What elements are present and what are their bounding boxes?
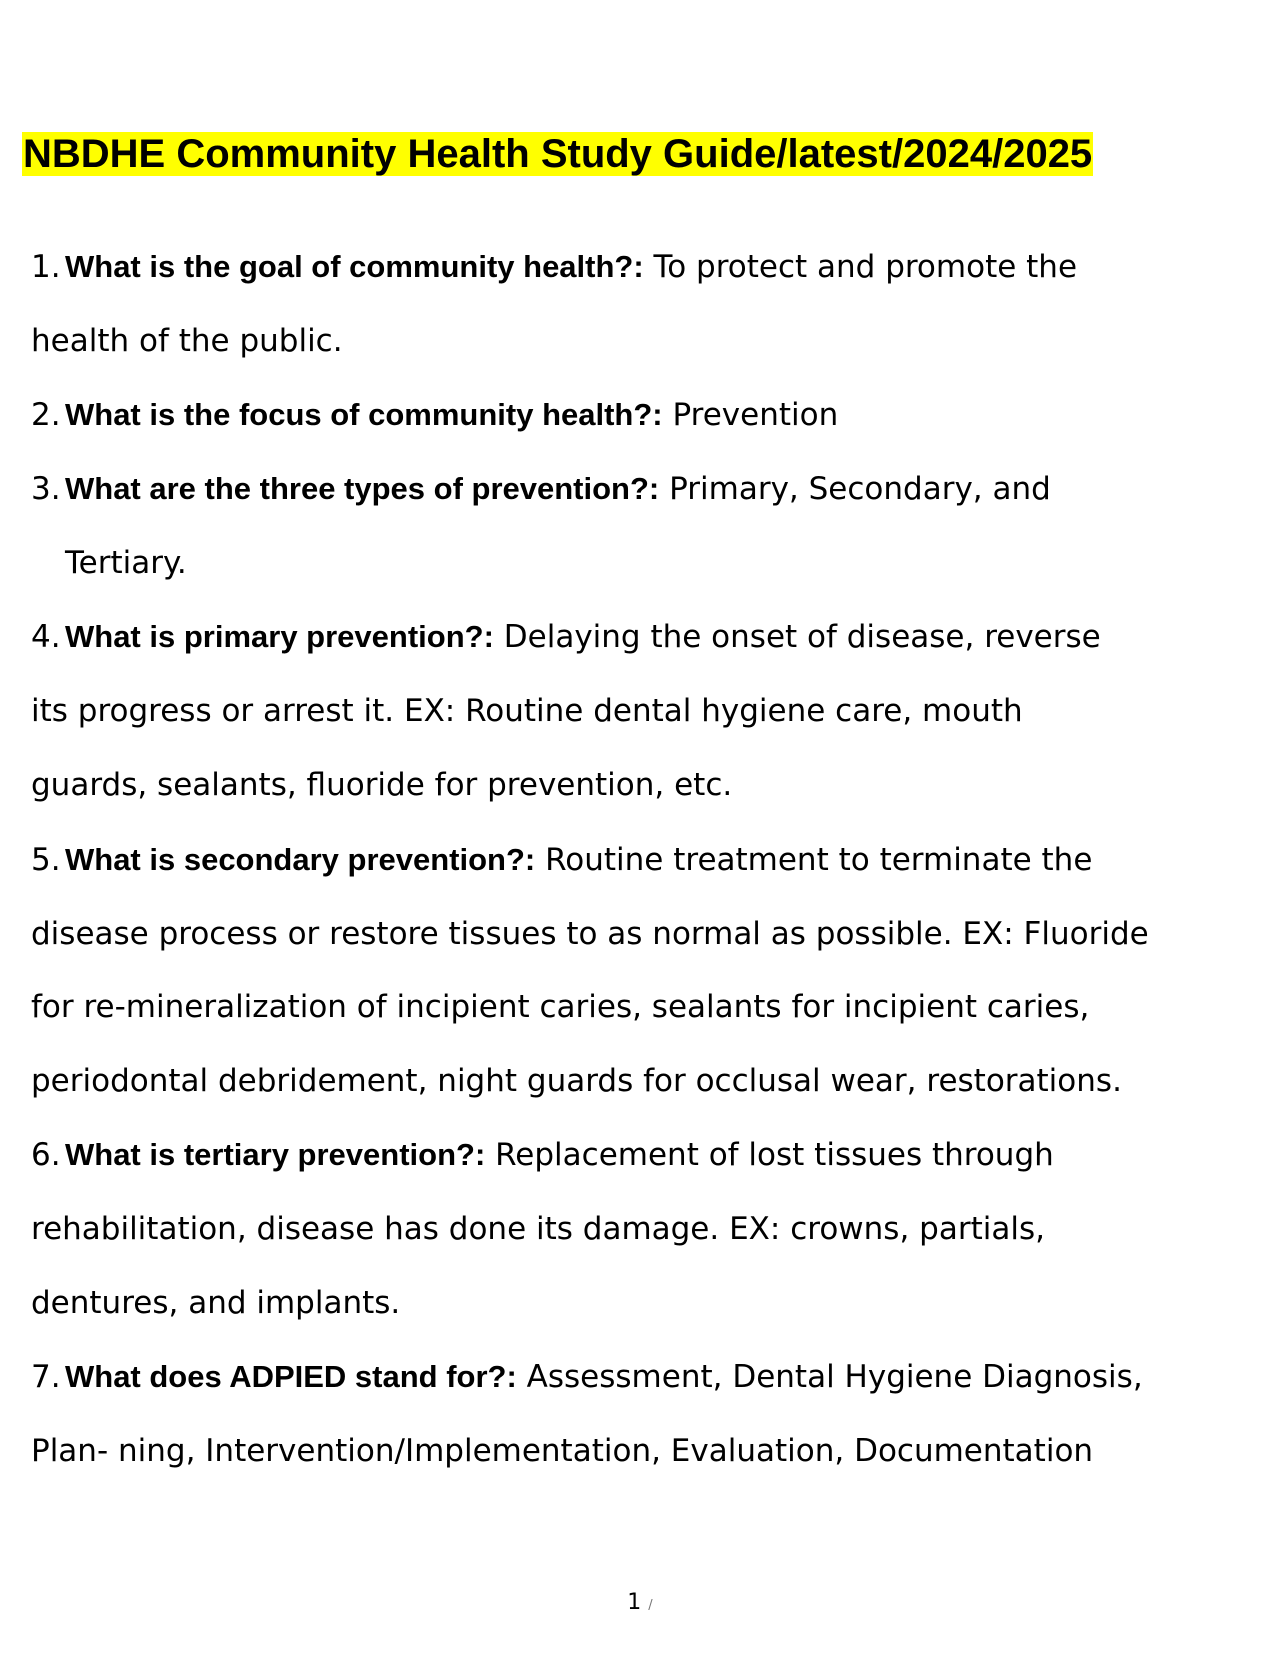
answer-text: Routine treatment to terminate the <box>535 842 1093 878</box>
item-number: 5. <box>31 842 61 878</box>
question-text: What is secondary prevention?: <box>65 842 536 877</box>
page-number: 1 <box>627 1590 642 1615</box>
answer-continuation: periodontal debridement, night guards for occlusal wear, restorations. <box>31 1063 1122 1099</box>
answer-continuation: for re-mineralization of incipient caries, sealants for incipient caries, <box>31 989 1090 1025</box>
item-number: 3. <box>31 471 61 507</box>
item-number: 4. <box>31 619 61 655</box>
answer-text: Delaying the onset of disease, reverse <box>493 619 1101 655</box>
question-text: What does ADPIED stand for?: <box>65 1359 517 1394</box>
item-number: 2. <box>31 397 61 433</box>
question-text: What is the focus of community health?: <box>65 397 663 432</box>
qa-item-3 <box>31 469 1051 509</box>
item-number: 7. <box>31 1359 61 1395</box>
answer-text: Primary, Secondary, and <box>659 471 1051 507</box>
qa-item-7 <box>31 1357 1143 1397</box>
answer-continuation: Plan- ning, Intervention/Implementation, Evaluation, Documentation <box>31 1433 1094 1469</box>
answer-continuation: rehabilitation, disease has done its damage. EX: crowns, partials, <box>31 1211 1045 1247</box>
qa-item-6 <box>31 1135 1054 1175</box>
answer-continuation: disease process or restore tissues to as normal as possible. EX: Fluoride <box>31 916 1149 952</box>
page-separator: / <box>648 1598 653 1613</box>
page-footer <box>0 1589 1280 1620</box>
title-highlight: NBDHE Community Health Study Guide/latest/2024/2025 <box>23 132 1093 176</box>
question-text: What is the goal of community health?: <box>65 249 644 284</box>
answer-continuation: guards, sealants, fluoride for prevention, etc. <box>31 767 733 803</box>
page-title <box>22 131 1093 177</box>
qa-item-2 <box>31 395 838 435</box>
qa-item-1 <box>31 247 1077 287</box>
answer-text: Replacement of lost tissues through <box>485 1137 1054 1173</box>
answer-continuation: dentures, and implants. <box>31 1285 401 1321</box>
question-text: What is tertiary prevention?: <box>65 1137 486 1172</box>
item-number: 1. <box>31 249 61 285</box>
qa-item-5 <box>31 840 1092 880</box>
question-text: What is primary prevention?: <box>65 619 494 654</box>
answer-text: Prevention <box>662 397 839 433</box>
answer-continuation: Tertiary. <box>65 545 187 581</box>
answer-continuation: its progress or arrest it. EX: Routine dental hygiene care, mouth <box>31 693 1023 729</box>
answer-text: To protect and promote the <box>643 249 1078 285</box>
qa-item-4 <box>31 617 1101 657</box>
answer-text: Assessment, Dental Hygiene Diagnosis, <box>516 1359 1143 1395</box>
answer-continuation: health of the public. <box>31 323 343 359</box>
question-text: What are the three types of prevention?: <box>65 471 660 506</box>
item-number: 6. <box>31 1137 61 1173</box>
